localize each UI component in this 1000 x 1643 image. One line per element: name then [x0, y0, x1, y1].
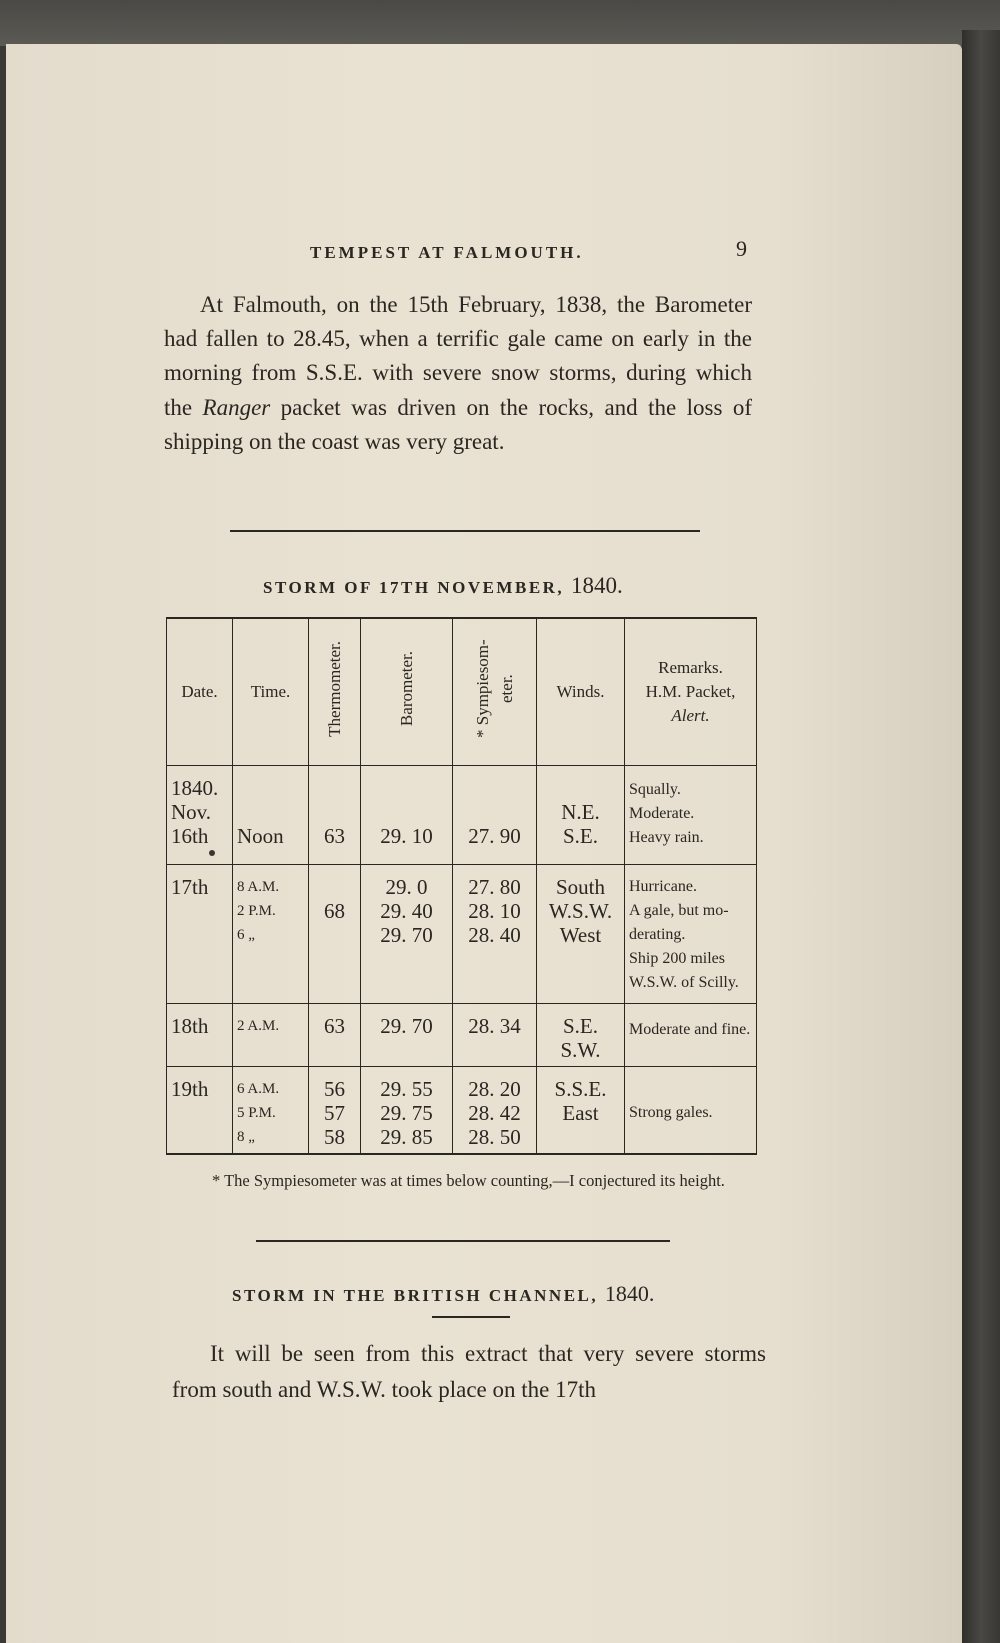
header-barometer: Barometer.	[361, 618, 453, 766]
header-date: Date.	[167, 618, 233, 766]
table-row: 19th 6 A.M. 5 P.M. 8 „ 56 57 58 29. 55 29. 75 29. 85 28. 20 28. 42 28. 50 S.S.E. East Strong gales.	[167, 1067, 757, 1155]
section-divider	[230, 530, 700, 532]
book-cover-edge	[962, 30, 1000, 1643]
header-winds: Winds.	[537, 618, 625, 766]
opening-text-end: packet was driven on the rocks, and the loss of shipping on the coast was very great.	[164, 394, 752, 454]
short-divider	[432, 1316, 510, 1318]
table-row: 18th 2 A.M. 63 29. 70 28. 34 S.E. S.W. Moderate and fine.	[167, 1004, 757, 1067]
footnote-text: * The Sympiesometer was at times below counting,—I conjectured its height.	[212, 1171, 725, 1190]
channel-title-year: 1840.	[604, 1281, 655, 1306]
header-thermometer: Thermometer.	[309, 618, 361, 766]
header-time: Time.	[233, 618, 309, 766]
table-row: 1840. Nov. 16th Noon 63 29. 10 27. 90 N.E. S.E. Squally. Moderate. Heavy rain.	[167, 766, 757, 865]
channel-title-text: STORM IN THE BRITISH CHANNEL,	[232, 1286, 599, 1305]
channel-section-title	[232, 1281, 654, 1307]
header-sympiesometer: * Sympiesom- eter.	[453, 618, 537, 766]
table-row: 17th 8 A.M. 2 P.M. 6 „ 68 29. 0 29. 40 29. 70 27. 80 28. 10 28. 40 South W.S.W. West Hurricane. A gale, but mo-derating. Ship 200 miles W.S.W. of Scilly.	[167, 865, 757, 1004]
header-remarks: Remarks. H.M. Packet, Alert.	[625, 618, 757, 766]
opening-paragraph	[164, 288, 752, 459]
opening-text-start: At Falmouth, on the 15th February, 1838, the Barometer had fallen to 28.45, when a terrific gale came on early in the morning from S.S.E. with severe snow storms, during which the	[164, 292, 752, 420]
weather-log-table	[166, 617, 757, 1155]
storm-title-text: STORM OF 17TH NOVEMBER,	[263, 578, 565, 597]
footnote	[170, 1170, 766, 1192]
page-number: 9	[736, 236, 747, 261]
running-head: TEMPEST AT FALMOUTH.	[310, 243, 584, 262]
closing-text: It will be seen from this extract that very severe storms from south and W.S.W. took place on the 17th	[172, 1341, 766, 1402]
ship-name-ranger: Ranger	[202, 394, 271, 420]
closing-paragraph	[172, 1336, 766, 1408]
storm-section-title	[263, 573, 623, 599]
book-top-edge	[0, 0, 1000, 46]
ink-dot	[209, 850, 215, 856]
section-divider	[256, 1240, 670, 1242]
storm-title-year: 1840.	[570, 573, 623, 598]
